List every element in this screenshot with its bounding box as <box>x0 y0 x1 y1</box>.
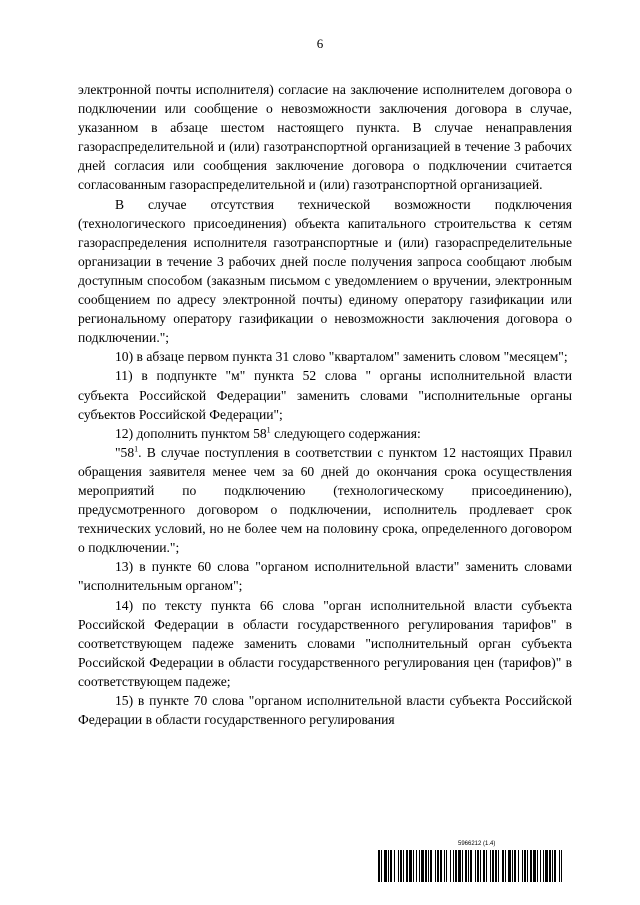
barcode <box>378 841 562 883</box>
item-58-1-text <box>78 443 572 558</box>
item-58-sup: 1 <box>134 444 139 454</box>
item-11: 11) в подпункте "м" пункта 52 слова " органы исполнительной власти субъекта Российской Федерации" заменить словами "исполнительные органы субъектов Российской Федерации"; <box>78 368 572 422</box>
item-10: 10) в абзаце первом пункта 31 слово "кварталом" заменить словом "месяцем"; <box>115 349 568 365</box>
item-58-pre: "58 <box>115 444 135 460</box>
paragraph-continuation: электронной почты исполнителя) согласие на заключение исполнителем договора о подключении или сообщение о невозможности заключения договора в случае, указанном в абзаце шестом настоящего пункта. В случае ненаправления газораспределительной и (или) газотранспортной организацией в течение 3 рабочих дней согласия или сообщения заключение договора о подключении считается согласованным газораспределительной и (или) газотранспортной организацией. <box>78 82 572 193</box>
page-number: 6 <box>316 36 324 51</box>
barcode-caption: 5966212 (1.4) <box>458 841 496 847</box>
paragraph-no-connection-possibility: В случае отсутствия технической возможности подключения (технологического присоединения) объекта капитального строительства к сетям газораспределения исполнителя газотранспортные и (или) газораспределительные организации в течение 3 рабочих дней после получения запроса сообщают любым доступным способом (заказным письмом с уведомлением о вручении, электронным сообщением по адресу электронной почты) единому оператору газификации или региональному оператору газификации о невозможности заключения договора о подключении."; <box>78 196 572 346</box>
item-14: 14) по тексту пункта 66 слова "орган исполнительной власти субъекта Российской Федерации в области государственного регулирования тарифов" в соответствующем падеже заменить словами "исполнительный орган субъекта Российской Федерации в области государственного регулирования цен (тарифов)" в соответствующем падеже; <box>78 597 572 689</box>
document-body <box>78 80 572 729</box>
item-12 <box>78 424 572 443</box>
item-15: 15) в пункте 70 слова "органом исполнительной власти субъекта Российской Федерации в области государственного регулирования <box>78 693 572 728</box>
item-13: 13) в пункте 60 слова "органом исполнительной власти" заменить словами "исполнительным органом"; <box>78 559 572 594</box>
item-58-post: . В случае поступления в соответствии с пунктом 12 настоящих Правил обращения заявителя менее чем за 60 дней до окончания срока осуществления мероприятий по подключению (технологическому присоединению), предусмотренного договором о подключении, исполнитель продлевает срок технических условий, но не более чем на половину срока, определенного договором о подключении."; <box>78 444 572 556</box>
item-12-post: следующего содержания: <box>270 425 421 441</box>
item-12-pre: 12) дополнить пунктом 58 <box>115 425 267 441</box>
barcode-bars <box>378 850 562 882</box>
item-12-sup: 1 <box>266 425 271 435</box>
